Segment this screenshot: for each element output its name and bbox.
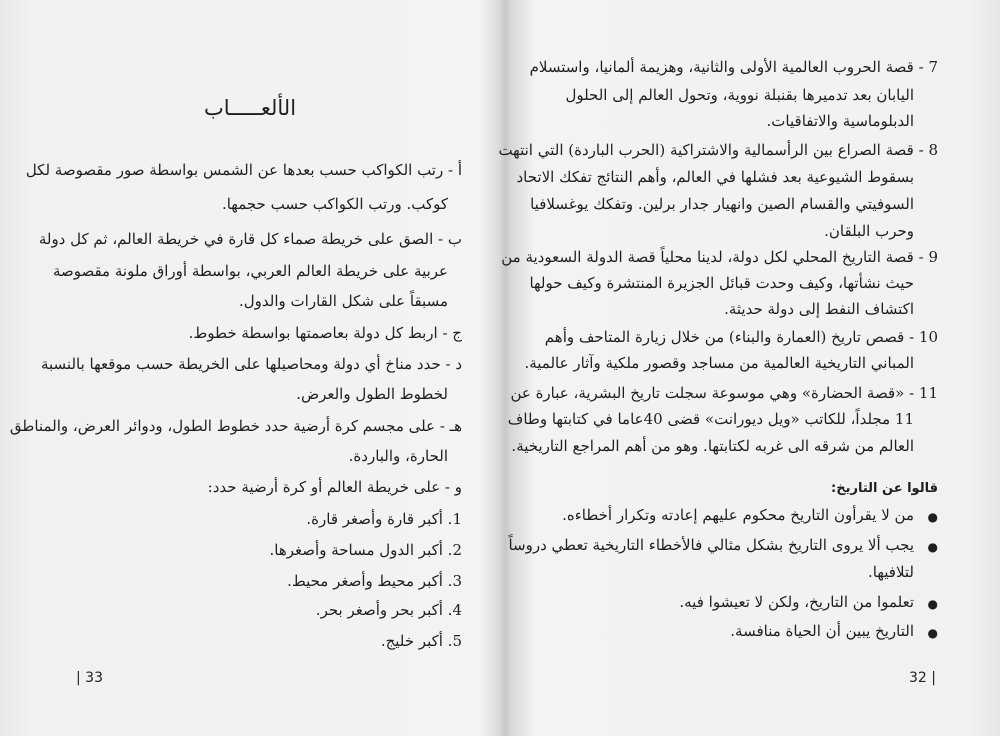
page-number: 32 | [909, 670, 936, 686]
list-item: 5. أكبر خليج. [380, 632, 462, 650]
text-line: ب - الصق على خريطة صماء كل قارة في خريطة العالم، ثم كل دولة [38, 230, 462, 248]
text-line: الدبلوماسية والاتفاقيات. [766, 112, 914, 130]
page-number: | 33 [76, 670, 103, 686]
bullet-item: التاريخ يبين أن الحياة منافسة. [730, 622, 914, 640]
text-line: 7 - قصة الحروب العالمية الأولى والثانية، وهزيمة ألمانيا، واستسلام [529, 58, 938, 76]
text-line: عربية على خريطة العالم العربي، بواسطة أوراق ملونة مقصوصة [52, 262, 448, 280]
list-item: 2. أكبر الدول مساحة وأصغرها. [269, 541, 462, 559]
bullet-icon: ● [927, 540, 938, 554]
text-line: المباني التاريخية العالمية من مساجد وقصور ملكية وآثار عالمية. [524, 354, 914, 372]
section-heading: قالوا عن التاريخ: [831, 481, 938, 496]
list-item: 1. أكبر قارة وأصغر قارة. [306, 510, 462, 528]
text-line: 9 - قصة التاريخ المحلي لكل دولة، لدينا محلياً قصة الدولة السعودية من [501, 248, 938, 266]
text-line: كوكب. ورتب الكواكب حسب حجمها. [221, 195, 448, 213]
list-item: 4. أكبر بحر وأصغر بحر. [315, 601, 462, 619]
text-line: السوفيتي والقسام الصين وانهيار جدار برلين. وتفكك يوغسلافيا [530, 195, 914, 213]
bullet-icon: ● [927, 510, 938, 524]
text-line: هـ - على مجسم كرة أرضية حدد خطوط الطول، ودوائر العرض، والمناطق [9, 417, 462, 435]
bullet-item: من لا يقرأون التاريخ محكوم عليهم إعادته وتكرار أخطاءه. [562, 506, 914, 524]
text-line: أ - رتب الكواكب حسب بعدها عن الشمس بواسطة صور مقصوصة لكل [25, 161, 462, 179]
bullet-item-continuation: لتلافيها. [868, 563, 914, 581]
text-line: 10 - قصص تاريخ (العمارة والبناء) من خلال زيارة المتاحف وأهم [544, 328, 938, 346]
text-line: 11 مجلداً، للكاتب «ويل ديورانت» قضى 40عاما في كتابتها وطاف [507, 410, 914, 428]
list-item: 3. أكبر محيط وأصغر محيط. [287, 572, 462, 590]
text-line: بسقوط الشيوعية بعد فشلها في العالم، وأهم النتائج تفكك الاتحاد [516, 168, 914, 186]
page-title: الألعـــــاب [203, 96, 297, 120]
text-line: 11 - «قصة الحضارة» وهي موسوعة سجلت تاريخ البشرية، عبارة عن [510, 384, 938, 402]
text-line: وحرب البلقان. [824, 222, 914, 240]
text-line: العالم من شرقه الى غربه لكتابتها. وهو من أهم المراجع التاريخية. [511, 437, 914, 455]
text-line: د - حدد مناخ أي دولة ومحاصيلها على الخريطة حسب موقعها بالنسبة [40, 355, 462, 373]
bullet-item: تعلموا من التاريخ، ولكن لا تعيشوا فيه. [679, 593, 914, 611]
text-line: اكتشاف النفط إلى دولة حديثة. [724, 300, 914, 318]
text-line: مسبقاً على شكل القارات والدول. [239, 292, 448, 310]
text-line: لخطوط الطول والعرض. [296, 385, 448, 403]
text-line: الحارة، والباردة. [348, 447, 448, 465]
bullet-item: يجب ألا يروى التاريخ بشكل مثالي فالأخطاء التاريخية تعطي دروساً [508, 536, 914, 554]
text-line: 8 - قصة الصراع بين الرأسمالية والاشتراكية (الحرب الباردة) التي انتهت [498, 141, 938, 159]
bullet-icon: ● [927, 597, 938, 611]
text-line: حيث نشأتها، وكيف وحدت قبائل الجزيرة المنتشرة وكيف حولها [529, 274, 914, 292]
text-line: اليابان بعد تدميرها بقنبلة نووية، وتحول العالم إلى الحلول [565, 86, 914, 104]
right-page [498, 0, 1000, 736]
text-line: ج - اربط كل دولة بعاصمتها بواسطة خطوط. [188, 324, 462, 342]
bullet-icon: ● [927, 626, 938, 640]
text-line: و - على خريطة العالم أو كرة أرضية حدد: [207, 478, 462, 496]
